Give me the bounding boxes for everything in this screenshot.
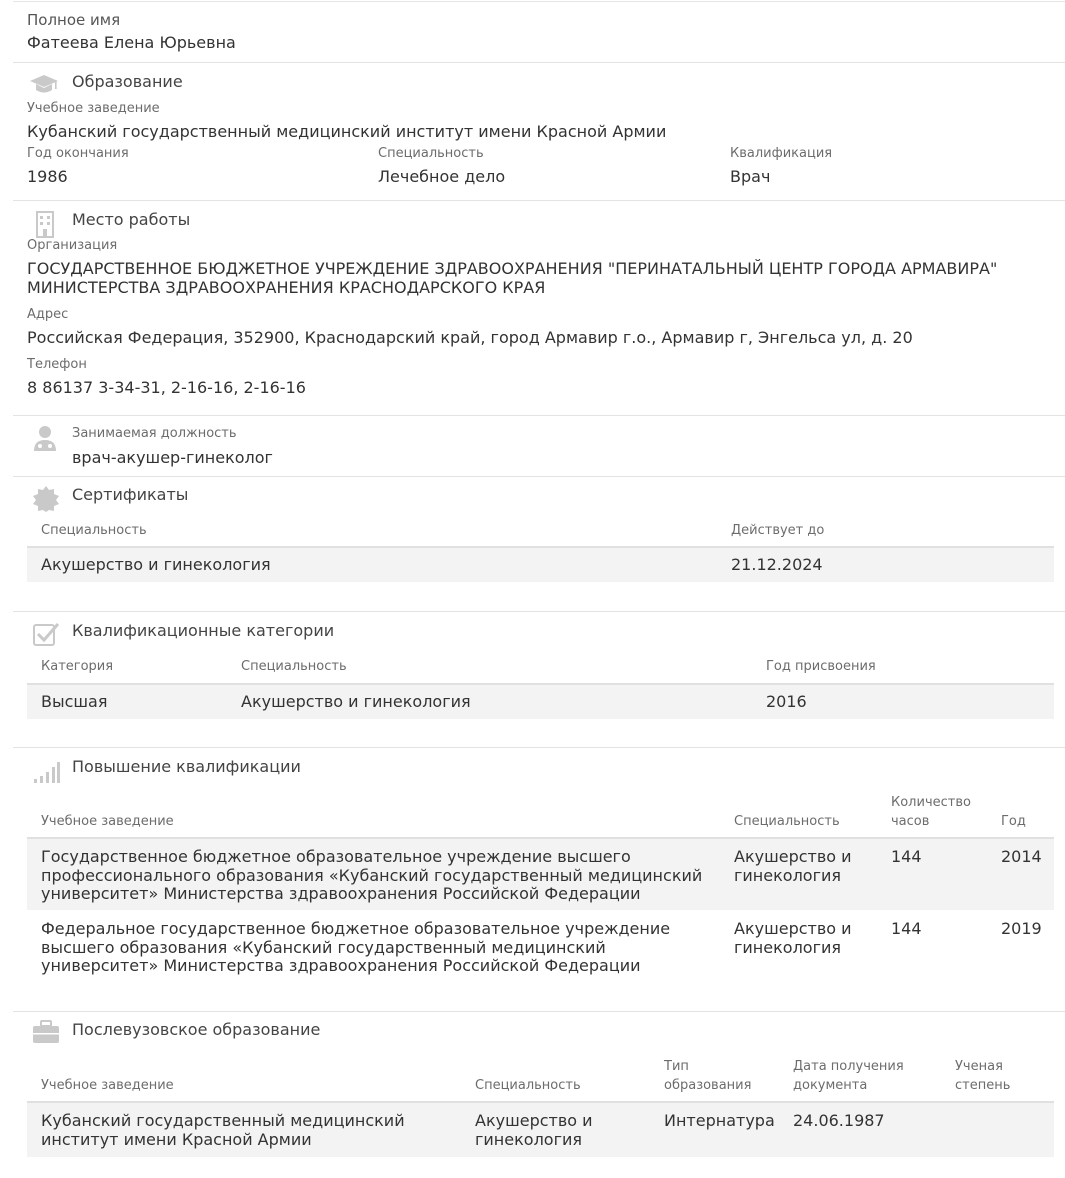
doctor-profile-card: [13, 0, 1065, 1178]
education-year-value: 1986: [27, 167, 68, 186]
category-year-cell: 2016: [766, 692, 807, 711]
categories-header-specialty: Специальность: [241, 659, 347, 674]
workplace-org-label: Организация: [27, 238, 118, 253]
education-title: Образование: [72, 72, 183, 91]
bar-chart-icon: [32, 758, 60, 784]
certificate-seal-icon: [32, 485, 60, 513]
training-header-hours: Количество часов: [891, 795, 971, 829]
postgrad-header-doc-date: Дата получения документа: [793, 1059, 904, 1093]
certificate-specialty-cell: Акушерство и гинекология: [41, 555, 271, 574]
table-row: [27, 548, 1054, 582]
separator: [13, 611, 1065, 612]
workplace-org-value: ГОСУДАРСТВЕННОЕ БЮДЖЕТНОЕ УЧРЕЖДЕНИЕ ЗДРАВООХРАНЕНИЯ "ПЕРИНАТАЛЬНЫЙ ЦЕНТР ГОРОДА АРМАВИРА" МИНИСТЕРСТВА ЗДРАВООХРАНЕНИЯ КРАСНОДАРСКОГО КРАЯ: [27, 259, 998, 297]
top-border: [13, 1, 1065, 2]
postgrad-title: Послевузовское образование: [72, 1020, 321, 1039]
separator: [13, 62, 1065, 63]
postgrad-header-degree: Ученая степень: [955, 1059, 1011, 1093]
category-specialty-cell: Акушерство и гинекология: [241, 692, 471, 711]
training-specialty-cell: Акушерство и гинекология: [734, 919, 852, 957]
table-row: [27, 1103, 1054, 1157]
education-qualification-value: Врач: [730, 167, 771, 186]
training-hours-cell: 144: [891, 919, 922, 938]
postgrad-type-cell: Интернатура: [664, 1111, 775, 1130]
training-hours-cell: 144: [891, 847, 922, 866]
workplace-address-value: Российская Федерация, 352900, Краснодарский край, город Армавир г.о., Армавир г, Энгельса ул, д. 20: [27, 328, 913, 347]
training-institution-cell: Государственное бюджетное образовательное учреждение высшего профессионального образования «Кубанский государственный медицинский университет» Министерства здравоохранения Российской Федерации: [41, 847, 703, 903]
training-header-institution: Учебное заведение: [41, 814, 174, 829]
workplace-phone-label: Телефон: [27, 357, 87, 372]
separator: [13, 1011, 1065, 1012]
training-title: Повышение квалификации: [72, 757, 301, 776]
training-header-year: Год: [1001, 814, 1026, 829]
training-header-specialty: Специальность: [734, 814, 840, 829]
postgrad-header-type: Тип образования: [664, 1059, 752, 1093]
postgrad-doc-date-cell: 24.06.1987: [793, 1111, 885, 1130]
separator: [13, 747, 1065, 748]
graduation-cap-icon: [29, 72, 59, 98]
full-name-label: Полное имя: [27, 11, 121, 29]
separator: [13, 200, 1065, 201]
education-institution-value: Кубанский государственный медицинский институт имени Красной Армии: [27, 122, 667, 141]
certificates-title: Сертификаты: [72, 485, 189, 504]
education-institution-label: Учебное заведение: [27, 101, 160, 116]
training-specialty-cell: Акушерство и гинекология: [734, 847, 852, 885]
building-icon: [31, 210, 59, 238]
position-value: врач-акушер-гинеколог: [72, 448, 273, 467]
category-cell: Высшая: [41, 692, 108, 711]
table-row: [27, 911, 1054, 982]
education-year-label: Год окончания: [27, 146, 129, 161]
categories-header-year: Год присвоения: [766, 659, 876, 674]
training-institution-cell: Федеральное государственное бюджетное образовательное учреждение высшего образования «Кубанский государственный медицинский университет» Министерства здравоохранения Российской Федерации: [41, 919, 671, 975]
education-specialty-label: Специальность: [378, 146, 484, 161]
postgrad-header-specialty: Специальность: [475, 1078, 581, 1093]
categories-header-category: Категория: [41, 659, 114, 674]
postgrad-header-institution: Учебное заведение: [41, 1078, 174, 1093]
training-year-cell: 2019: [1001, 919, 1042, 938]
full-name-value: Фатеева Елена Юрьевна: [27, 33, 236, 52]
workplace-title: Место работы: [72, 210, 191, 229]
separator: [13, 415, 1065, 416]
categories-title: Квалификационные категории: [72, 621, 335, 640]
separator: [13, 476, 1065, 477]
certificate-valid-until-cell: 21.12.2024: [731, 555, 823, 574]
workplace-phone-value: 8 86137 3-34-31, 2-16-16, 2-16-16: [27, 378, 306, 397]
certificates-header-valid-until: Действует до: [731, 523, 825, 538]
education-qualification-label: Квалификация: [730, 146, 833, 161]
postgrad-specialty-cell: Акушерство и гинекология: [475, 1111, 593, 1149]
education-specialty-value: Лечебное дело: [378, 167, 506, 186]
table-row: [27, 685, 1054, 719]
table-row: [27, 839, 1054, 910]
workplace-address-label: Адрес: [27, 307, 69, 322]
training-year-cell: 2014: [1001, 847, 1042, 866]
certificates-header-specialty: Специальность: [41, 523, 147, 538]
briefcase-icon: [31, 1019, 61, 1045]
doctor-icon: [31, 424, 59, 452]
position-label: Занимаемая должность: [72, 426, 237, 441]
checkbox-checked-icon: [32, 620, 60, 648]
postgrad-institution-cell: Кубанский государственный медицинский институт имени Красной Армии: [41, 1111, 405, 1149]
